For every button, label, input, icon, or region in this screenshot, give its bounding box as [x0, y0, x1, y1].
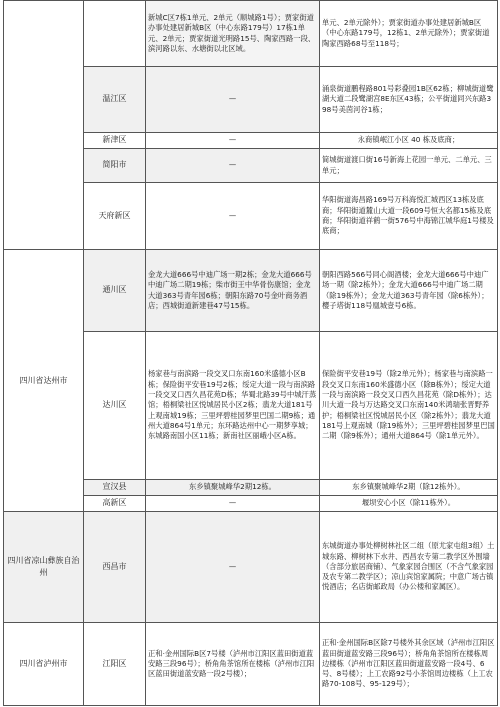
district-name: 简阳市: [84, 149, 146, 183]
medium-risk-cell: 堰坝安心小区（除11栋外）。: [320, 496, 498, 512]
high-risk-cell: —: [146, 183, 320, 250]
medium-risk-cell: 朝阳西路566号同心阁酒楼；金龙大道666号中迪广场一期（除2栋外）；金龙大道666号中迪广场二期（除19栋外）；金龙大道363号青年园（除6栋外）；樱子塔街118号凰城壹号6栋。: [320, 250, 498, 332]
province-name: 四川省达州市: [4, 250, 84, 512]
high-risk-cell: 金龙大道666号中迪广场一期2栋；金龙大道666号中迪广场二期19栋；柴市街王中华骨伤康馆；金龙大道363号青年园6栋；朝阳东路70号金叶商务酒店；西城街道新建巷47号15栋。: [146, 250, 320, 332]
high-risk-cell: 杨家巷与南滨路一段交叉口东南160米盛德小区B栋；保险街平安巷19号2栋；绥定大道一段与南滨路一段交叉口西久昌花苑D栋；华蜀北路39号中城汗蒸馆；梧桐梁社区悦城居民小区2栋；翡龙大道181号上观南城19栋；三里坪碧桂园梦里巴国二期9栋；通州大道864号1单元；东环路达州中心一期梦享城；东城路南国小区11栋；新南社区丽峨小区A栋。: [146, 332, 320, 480]
medium-risk-cell: 永商镇岷江小区 40 栋及底商；: [320, 133, 498, 149]
high-risk-cell: —: [146, 133, 320, 149]
table-row: [4, 623, 498, 706]
high-risk-cell: —: [146, 496, 320, 512]
medium-risk-cell: 涌泉街道鹏程路801号彩叠园1B区62栋；柳城街道鹭湖大道二段鹭湖宫8E东区43栋；公平街道同兴东路398号美茵河谷1栋；: [320, 67, 498, 133]
district-name: 新津区: [84, 133, 146, 149]
district-name: 通川区: [84, 250, 146, 332]
high-risk-cell: 新城C区7栋1单元、2单元（顺城路1号）；贾家街道办事处建居新城B区（中心东路179号）17栋1单元、2单元；贾家街道光明路15号、陶家西路一段、滨河路以东、水塘街以北区域。: [146, 1, 320, 67]
table-row: [4, 1, 498, 67]
district-name: 高新区: [84, 496, 146, 512]
table-row: [4, 250, 498, 332]
high-risk-cell: —: [146, 149, 320, 183]
district-name: 江阳区: [84, 623, 146, 706]
medium-risk-cell: 正和·金州国际B区除7号楼外其余区域（泸州市江阳区蓝田街道蓝安路三段96号）；桥角角茶馆所在楼栋周边楼栋（泸州市江阳区蓝田街道蓝安路一段4号、6号、8号楼）；上工农路92号小茶馆周边楼栋（上工农路70-108号、95-129号）；: [320, 623, 498, 706]
table-row: [4, 512, 498, 623]
province-name: 四川省泸州市: [4, 623, 84, 706]
high-risk-cell: —: [146, 512, 320, 623]
district-cell-empty: [84, 1, 146, 67]
medium-risk-cell: 简城街道渡口街16号新海上花园一单元、二单元、三单元；: [320, 149, 498, 183]
district-name: 宣汉县: [84, 480, 146, 496]
district-name: 达川区: [84, 332, 146, 480]
medium-risk-cell: 单元、2单元除外）；贾家街道办事处建居新城B区（中心东路179号，12栋1、2单元除外）；贾家街道陶家西路68号至118号；: [320, 1, 498, 67]
medium-risk-cell: 保险街平安巷19号（除2单元外）；杨家巷与南滨路一段交叉口东南160米盛德小区（除B栋外）；绥定大道一段与南滨路一段交叉口西久昌花苑（除D栋外）；达川大道一段与万达路交叉口东南140米鸿瑞张晋野养护；梧桐梁社区悦城居民小区（除2栋外）；翡龙大道181号上观南城（除19栋外）；三里坪碧桂园梦里巴国二期（除9栋外）；通州大道864号（除1单元外）。: [320, 332, 498, 480]
province-cell-empty: [4, 1, 84, 250]
medium-risk-cell: 华阳街道海昌路169号万科海悦汇城西区13栋及底商；华阳街道麓山大道一段609号恒大名都15栋及底商；华阳街道祥鹤一街576号中海锦江城华庭1号楼及底商；: [320, 183, 498, 250]
high-risk-cell: —: [146, 67, 320, 133]
high-risk-cell: 正和·金州国际B区7号楼（泸州市江阳区蓝田街道蓝安路三段96号）；桥角角茶馆所在楼栋（泸州市江阳区蓝田街道蓝安路一段2号楼）；: [146, 623, 320, 706]
high-risk-cell: 东乡镇聚城峰华2期12栋。: [146, 480, 320, 496]
district-name: 西昌市: [84, 512, 146, 623]
province-name: 四川省凉山彝族自治州: [4, 512, 84, 623]
district-name: 天府新区: [84, 183, 146, 250]
district-name: 温江区: [84, 67, 146, 133]
risk-area-table: [3, 0, 498, 706]
medium-risk-cell: 东乡镇聚城峰华2期（除12栋外）。: [320, 480, 498, 496]
medium-risk-cell: 东城街道办事处柳树林社区二组（原尤家屯组3组）土城东路、柳树林下水井、西昌农专第二教学区外围墙（含部分旅居商铺）、气象家园合围区（不含气象家园及农专第二教学区）；凉山宾馆家属院；中意广场古镇悦酒店；名店街邮政局（办公楼和家属区）。: [320, 512, 498, 623]
